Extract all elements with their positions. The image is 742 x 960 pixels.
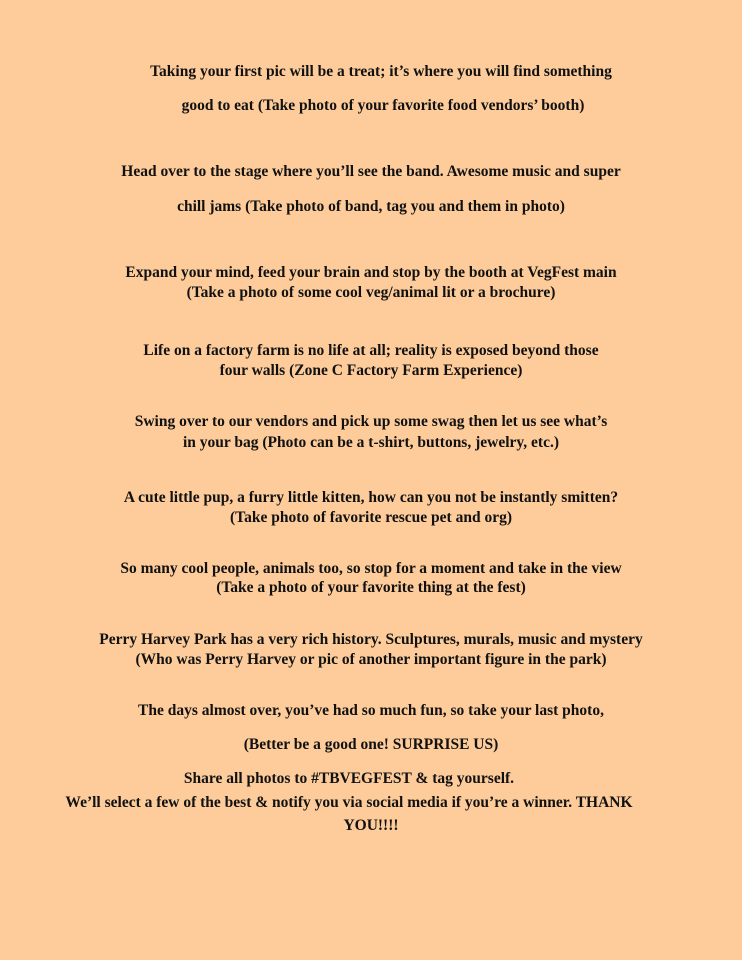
clue-8-line-1: Perry Harvey Park has a very rich history. Sculptures, murals, music and mystery (99, 631, 643, 648)
clue-3-line-2: (Take a photo of some cool veg/animal lit or a brochure) (186, 284, 556, 301)
clue-7-line-1: So many cool people, animals too, so stop for a moment and take in the view (120, 560, 622, 577)
clue-5-line-1: Swing over to our vendors and pick up some swag then let us see what’s (134, 413, 608, 430)
closing-line-1: Share all photos to #TBVEGFEST & tag yourself. (183, 770, 515, 787)
clue-9-line-2: (Better be a good one! SURPRISE US) (243, 736, 499, 753)
clue-7-line-2: (Take a photo of your favorite thing at the fest) (216, 579, 526, 596)
clue-1-line-2: good to eat (Take photo of your favorite food vendors’ booth) (181, 97, 585, 114)
clue-9-line-1: The days almost over, you’ve had so much fun, so take your last photo, (138, 702, 604, 719)
clue-2-line-1: Head over to the stage where you’ll see the band. Awesome music and super (121, 163, 621, 180)
clue-2-line-2: chill jams (Take photo of band, tag you and them in photo) (177, 198, 565, 215)
closing-line-3: YOU!!!! (343, 817, 399, 834)
clue-6-line-1: A cute little pup, a furry little kitten, how can you not be instantly smitten? (123, 489, 619, 506)
clue-1-line-1: Taking your first pic will be a treat; it’s where you will find something (150, 63, 612, 80)
clue-8-line-2: (Who was Perry Harvey or pic of another important figure in the park) (135, 651, 607, 668)
clue-6-line-2: (Take photo of favorite rescue pet and org) (230, 509, 512, 526)
clue-4-line-1: Life on a factory farm is no life at all; reality is exposed beyond those (143, 342, 599, 359)
closing-line-2: We’ll select a few of the best & notify you via social media if you’re a winner. THANK (65, 794, 633, 811)
clue-4-line-2: four walls (Zone C Factory Farm Experience) (219, 362, 523, 379)
clue-5-line-2: in your bag (Photo can be a t-shirt, buttons, jewelry, etc.) (183, 434, 559, 451)
clue-3-line-1: Expand your mind, feed your brain and stop by the booth at VegFest main (125, 264, 617, 281)
